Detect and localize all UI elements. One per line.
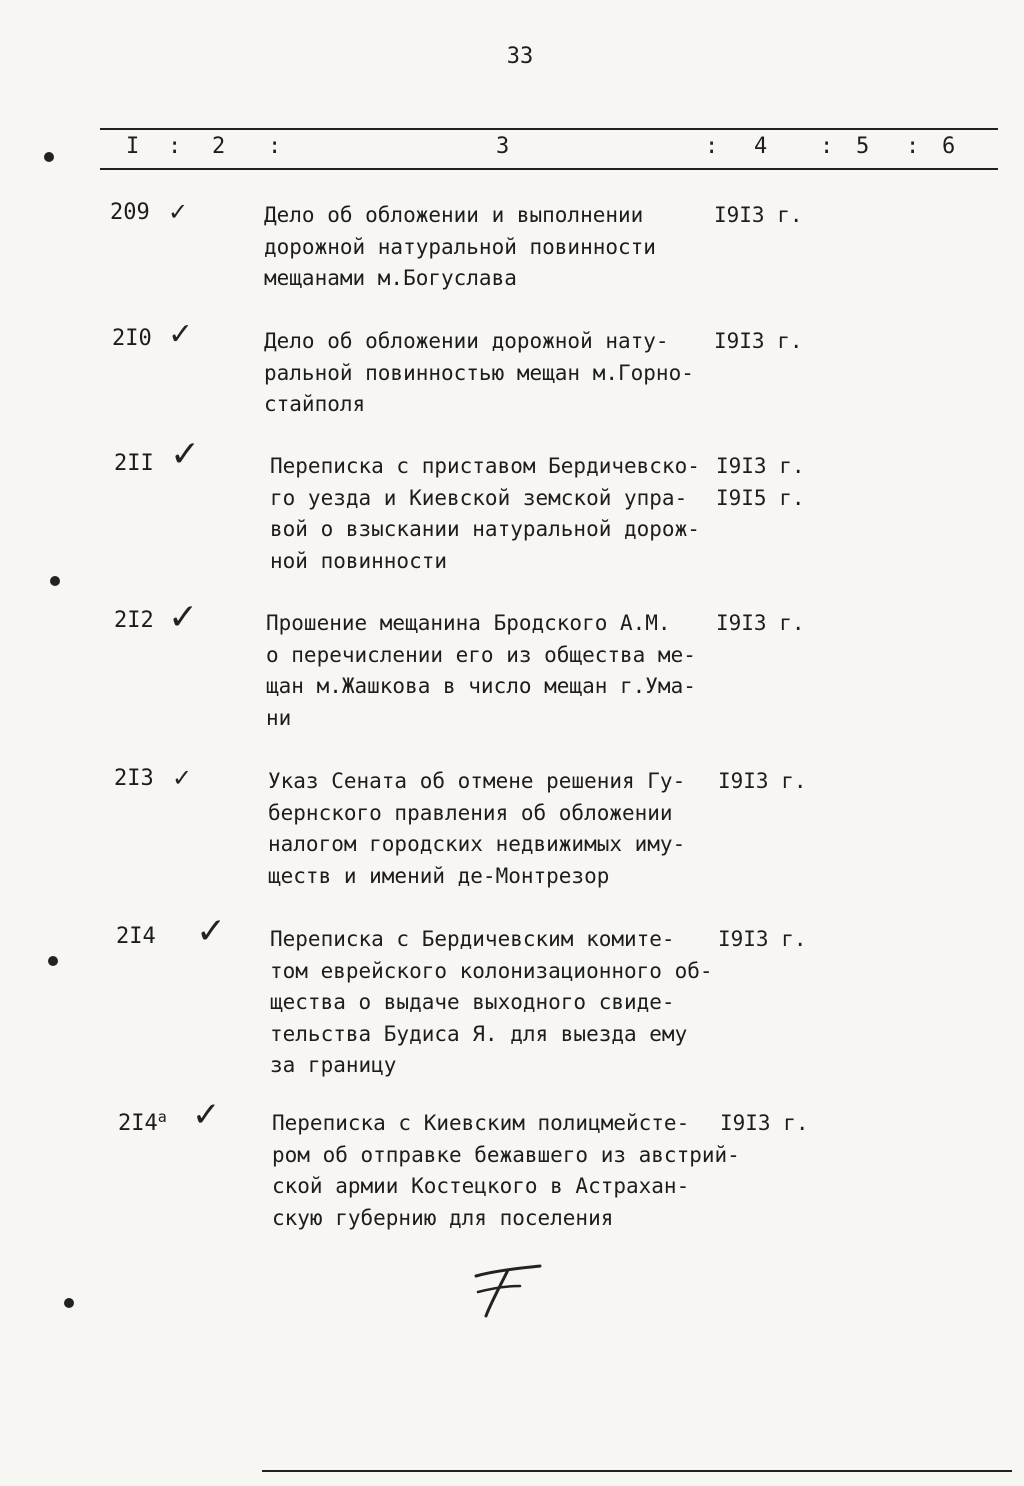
record-dates: I9I3 г. <box>714 203 803 227</box>
table-top-rule <box>100 128 998 130</box>
column-separator: : <box>168 134 182 159</box>
punch-hole <box>44 152 54 162</box>
record-number: 2I2 <box>114 608 154 633</box>
record-number: 209 <box>110 200 150 225</box>
record-dates: I9I3 г. <box>718 927 807 951</box>
check-mark-icon: ✓ <box>196 911 227 952</box>
record-dates: I9I3 г. <box>718 769 807 793</box>
record-number-main: 2I4 <box>118 1111 158 1136</box>
column-header-1: I <box>126 134 140 159</box>
column-separator: : <box>906 134 920 159</box>
table-bottom-rule <box>262 1470 1012 1472</box>
record-number: 2I3 <box>114 766 154 791</box>
check-mark-icon: ✓ <box>192 1095 221 1135</box>
check-mark-icon: ✓ <box>168 317 194 352</box>
punch-hole <box>64 1298 74 1308</box>
record-dates: I9I3 г. I9I5 г. <box>716 454 805 510</box>
check-mark-icon: ✓ <box>172 764 193 792</box>
page-number: 33 <box>506 44 534 69</box>
record-description: Дело об обложении и выполнении дорожной натуральной повинности мещанами м.Богуслава <box>264 203 656 290</box>
check-mark-icon: ✓ <box>170 434 201 475</box>
column-separator: : <box>820 134 834 159</box>
record-dates: I9I3 г. <box>714 329 803 353</box>
check-mark-icon: ✓ <box>168 597 199 638</box>
record-number: 2I4 <box>116 924 156 949</box>
column-header-6: 6 <box>942 134 956 159</box>
table-header-rule <box>100 168 998 170</box>
record-description: Дело об обложении дорожной нату- ральной повинностью мещан м.Горно- стайполя <box>264 329 694 416</box>
record-number: 2II <box>114 451 154 476</box>
record-number: 2I0 <box>112 326 152 351</box>
record-dates: I9I3 г. <box>716 611 805 635</box>
record-description: Переписка с Киевским полицмейсте- ром об отправке бежавшего из австрий- ской армии Костецкого в Астрахан- скую губернию для поселения <box>272 1111 740 1230</box>
record-number-suffix: а <box>157 1108 167 1126</box>
column-header-5: 5 <box>856 134 870 159</box>
record-dates: I9I3 г. <box>720 1111 809 1135</box>
punch-hole <box>50 576 60 586</box>
record-description: Прошение мещанина Бродского А.М. о перечислении его из общества ме- щан м.Жашкова в число мещан г.Ума- ни <box>266 611 696 730</box>
column-header-2: 2 <box>212 134 226 159</box>
check-mark-icon: ✓ <box>168 198 189 226</box>
record-description: Указ Сената об отмене решения Гу- бернского правления об обложении налогом городских недвижимых иму- ществ и имений де-Монтрезор <box>268 769 686 888</box>
handwritten-seven-icon <box>468 1250 548 1320</box>
record-number <box>118 1108 167 1136</box>
record-description: Переписка с приставом Бердичевско- го уезда и Киевской земской упра- вой о взыскании натуральной дорож- ной повинности <box>270 454 700 573</box>
record-description: Переписка с Бердичевским комите- том еврейского колонизационного об- щества о выдаче выходного свиде- тельства Будиса Я. для выезда ему за границу <box>270 927 713 1077</box>
column-header-3: 3 <box>496 134 510 159</box>
punch-hole <box>48 956 58 966</box>
column-header-4: 4 <box>754 134 768 159</box>
column-separator: : <box>268 134 282 159</box>
column-separator: : <box>705 134 719 159</box>
